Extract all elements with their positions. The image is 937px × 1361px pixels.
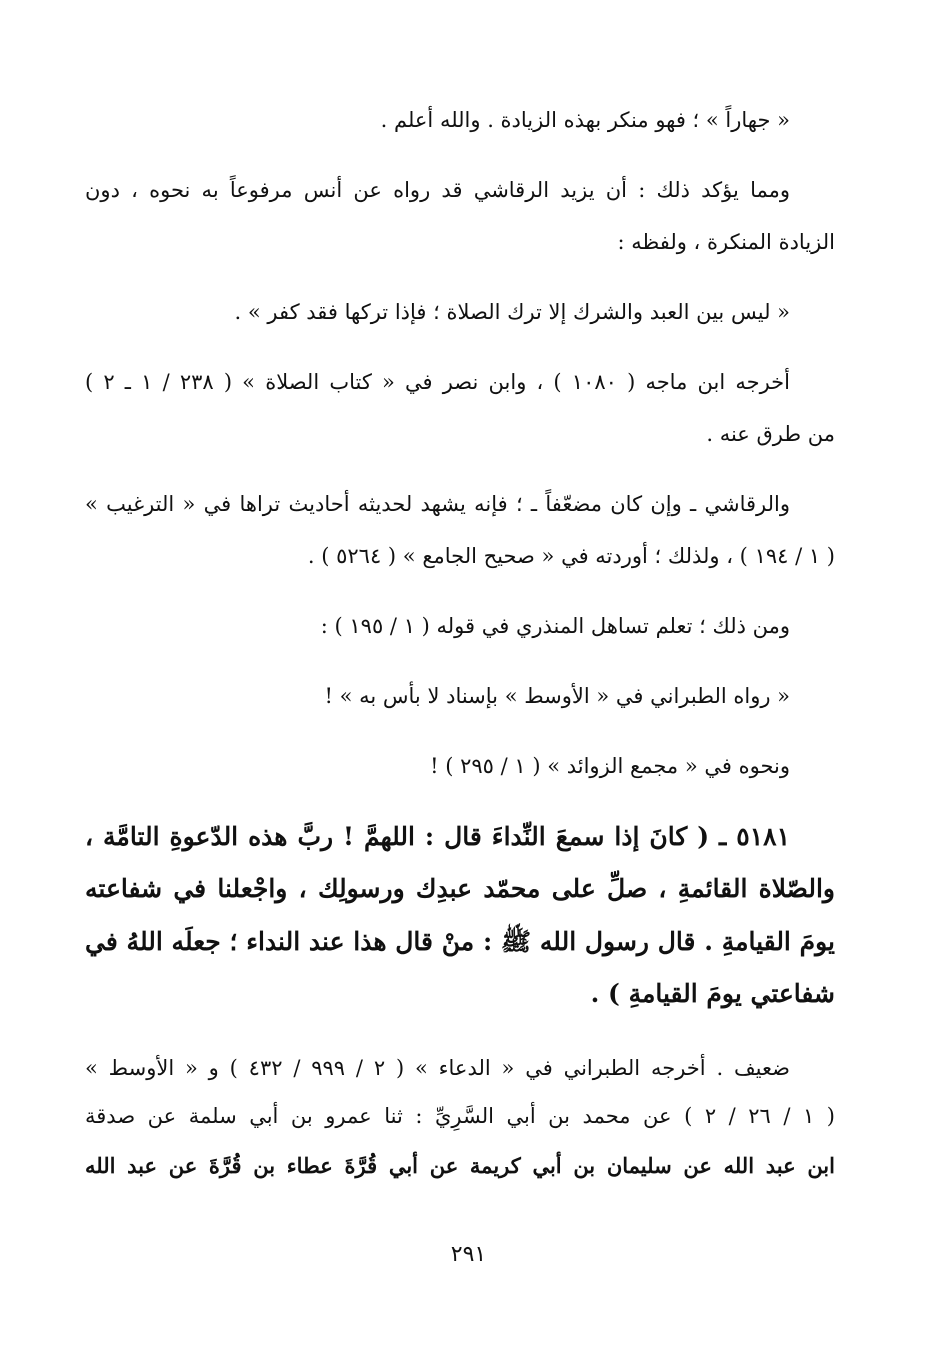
- takhrij-line: ابن عبد الله عن سليمان بن أبي كريمة عن أبي قُرَّةَ عطاء بن قُرَّةَ عن عبد الله: [85, 1153, 835, 1178]
- paragraph-line: « جهاراً » ؛ فهو منكر بهذه الزيادة . والله أعلم .: [380, 108, 790, 132]
- takhrij-line: ( ١ / ٢٦ / ٢ ) عن محمد بن أبي السَّرِيِّ : ثنا عمرو بن أبي سلمة عن صدقة: [85, 1104, 835, 1128]
- paragraph-line: والرقاشي ـ وإن كان مضعّفاً ـ ؛ فإنه يشهد لحديثه أحاديث تراها في « الترغيب »: [85, 492, 790, 516]
- hadith-line: يومَ القيامةِ . قال رسول الله ﷺ : منْ قال هذا عند النداء ؛ جعلَه اللهُ في: [85, 927, 835, 956]
- document-page: [85, 0, 835, 1361]
- hadith-line: شفاعتي يومَ القيامةِ ) .: [590, 979, 835, 1008]
- paragraph-line: ومما يؤكد ذلك : أن يزيد الرقاشي قد رواه عن أنس مرفوعاً به نحوه ، دون: [85, 178, 790, 202]
- hadith-line: ٥١٨١ ـ ( كانَ إذا سمعَ النِّداءَ قال : اللهمَّ ! ربَّ هذه الدّعوةِ التامَّة ،: [85, 822, 790, 851]
- paragraph-line: ( ١ / ١٩٤ ) ، ولذلك ؛ أوردته في « صحيح الجامع » ( ٥٢٦٤ ) .: [307, 544, 835, 568]
- paragraph-line: الزيادة المنكرة ، ولفظه :: [617, 230, 835, 254]
- paragraph-line: أخرجه ابن ماجه ( ١٠٨٠ ) ، وابن نصر في « كتاب الصلاة » ( ٢٣٨ / ١ ـ ٢ ): [85, 370, 790, 394]
- paragraph-line: ونحوه في « مجمع الزوائد » ( ١ / ٢٩٥ ) !: [430, 754, 790, 778]
- takhrij-line: ضعيف . أخرجه الطبراني في « الدعاء » ( ٢ / ٩٩٩ / ٤٣٢ ) و « الأوسط »: [85, 1056, 790, 1080]
- paragraph-line: من طرق عنه .: [706, 422, 835, 446]
- quote-line: « ليس بين العبد والشرك إلا ترك الصلاة ؛ فإذا تركها فقد كفر » .: [234, 300, 790, 324]
- paragraph-line: ومن ذلك ؛ تعلم تساهل المنذري في قوله ( ١ / ١٩٥ ) :: [320, 614, 790, 638]
- hadith-line: والصّلاة القائمةِ ، صلِّ على محمّد عبدِك ورسولِك ، واجْعلنا في شفاعته: [85, 874, 835, 903]
- page-number: ٢٩١: [450, 1242, 487, 1267]
- quote-line: « رواه الطبراني في « الأوسط » بإسناد لا بأس به » !: [324, 684, 790, 708]
